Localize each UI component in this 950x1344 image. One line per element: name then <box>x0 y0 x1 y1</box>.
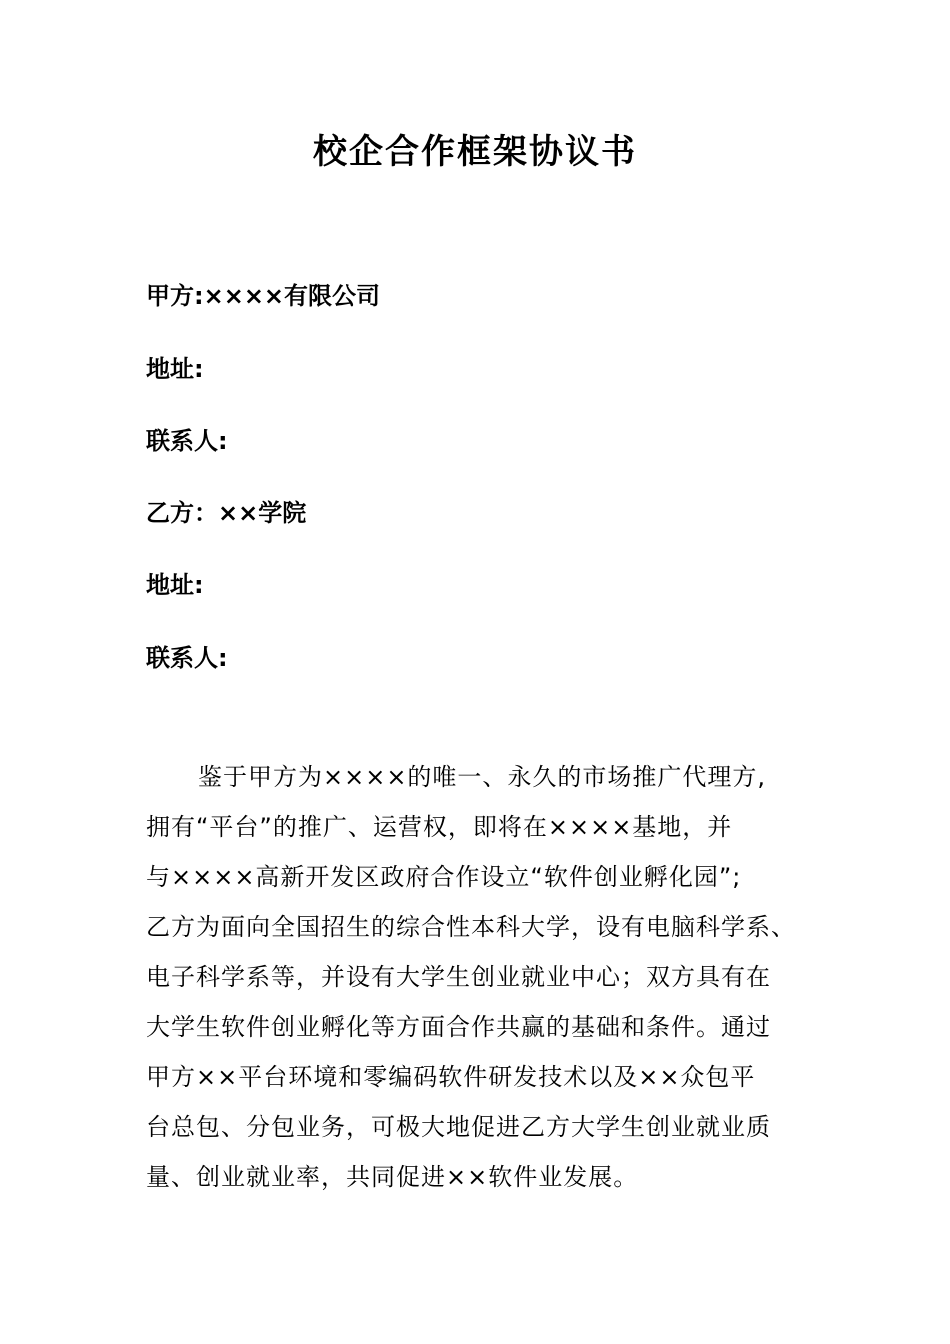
party-b-name: 乙方：××学院 <box>146 499 307 527</box>
paragraph-line: 甲方××平台环境和零编码软件研发技术以及××众包平 <box>146 1063 756 1091</box>
paragraph-line: 量、创业就业率，共同促进××软件业发展。 <box>146 1163 639 1191</box>
paragraph-line: 与××××高新开发区政府合作设立“软件创业孵化园”; <box>146 863 742 891</box>
paragraph-line: 电子科学系等，并设有大学生创业就业中心；双方具有在 <box>146 963 771 991</box>
party-a-address: 地址: <box>146 355 204 383</box>
paragraph-line: 乙方为面向全国招生的综合性本科大学，设有电脑科学系、 <box>146 913 796 941</box>
preamble-paragraph <box>146 752 806 1202</box>
party-b-contact: 联系人: <box>146 644 228 672</box>
paragraph-line: 大学生软件创业孵化等方面合作共赢的基础和条件。通过 <box>146 1013 771 1041</box>
paragraph-line: 鉴于甲方为××××的唯一、永久的市场推广代理方, <box>198 763 767 791</box>
document-title: 校企合作框架协议书 <box>313 132 637 172</box>
party-b-address: 地址: <box>146 571 204 599</box>
party-a-contact: 联系人: <box>146 427 228 455</box>
paragraph-line: 拥有“平台”的推广、运营权，即将在××××基地，并 <box>146 813 733 841</box>
paragraph-line: 台总包、分包业务，可极大地促进乙方大学生创业就业质 <box>146 1113 771 1141</box>
party-a-name: 甲方:××××有限公司 <box>146 282 381 310</box>
